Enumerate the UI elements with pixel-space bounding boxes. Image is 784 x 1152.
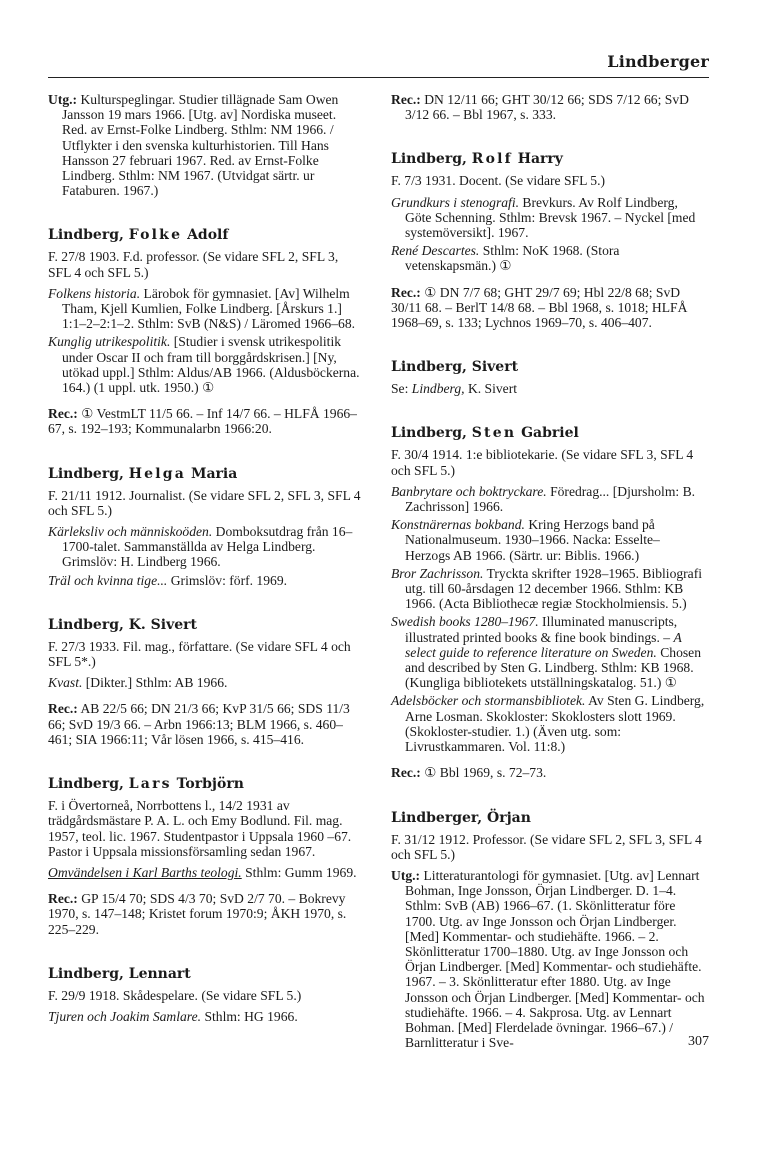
review-line — [48, 701, 362, 747]
heading-surname: Lindberg, — [48, 465, 124, 482]
work-text: Sthlm: Gumm 1969. — [245, 864, 357, 880]
work-text: Föredrag... [Djursholm: B. Zachrisson] 1966. — [405, 483, 696, 515]
heading-surname: Lindberg, — [48, 776, 124, 793]
rec-label: Rec.: — [48, 701, 78, 717]
left-column — [48, 92, 362, 1027]
entry-bio: F. 21/11 1912. Journalist. (Se vidare SFL 2, SFL 3, SFL 4 och SFL 5.) — [48, 487, 361, 518]
heading-rest: Gabriel — [521, 425, 579, 442]
work-text: Kring Herzogs band på Nationalmuseum. 1930–1966. Nacka: Esselte–Herzogs AB 1966. (Särtr. ur: Biblis. 1966.) — [405, 517, 660, 563]
work-text: Sthlm: HG 1966. — [204, 1008, 298, 1024]
rec-text: AB 22/5 66; DN 21/3 66; KvP 31/5 66; SDS 11/3 66; SvD 19/3 66. – Arbn 1966:13; BLM 1966, s. 460–461; SIA 1966:11; Vår lösen 1966, s. 415–416. — [48, 701, 350, 747]
entry-orjan-lindberger — [391, 810, 705, 1051]
entry-bio: F. 27/8 1903. F.d. professor. (Se vidare SFL 2, SFL 3, SFL 4 och SFL 5.) — [48, 249, 339, 280]
utg-label: Utg.: — [48, 92, 78, 107]
work-item — [391, 566, 705, 612]
entry-heading — [48, 776, 362, 793]
rec-label: Rec.: — [391, 92, 421, 107]
entry-lennart-lindberg — [48, 966, 362, 1024]
work-title: René Descartes. — [391, 243, 480, 259]
work-text: Grimslöv: förf. 1969. — [170, 572, 288, 588]
review-line — [391, 765, 705, 780]
work-title: Kvast. — [48, 675, 83, 691]
entry-bio: F. 30/4 1914. 1:e bibliotekarie. (Se vidare SFL 3, SFL 4 och SFL 5.) — [391, 447, 694, 478]
rec-text: ① DN 7/7 68; GHT 29/7 69; Hbl 22/8 68; SvD 30/11 68. – BerlT 14/8 68. – Bbl 1968, s. 1018; HLFÅ 1968–69, s. 133; Lychnos 1969–70, s. 406–407. — [391, 284, 688, 331]
work-text: [Studier i svensk utrikespolitik under Oscar II och fram till borggårdskrisen.] [Ny, utökad uppl.] Sthlm: Aldus/AB 1966. (Aldusböckerna. 164.) (1 uppl. utk. 1950.) ① — [62, 334, 360, 396]
work-title: Swedish books 1280–1967. — [391, 614, 539, 630]
work-item — [48, 286, 362, 332]
rec-text: ① VestmLT 11/5 66. – Inf 14/7 66. – HLFÅ 1966–67, s. 192–193; Kommunalarbn 1966:20. — [48, 406, 357, 437]
work-text: Chosen and described by Sten G. Lindberg. Sthlm: KB 1968. (Kungliga bibliotekets utställningskatalog. 51.) ① — [405, 644, 701, 691]
header-rule — [48, 77, 709, 78]
work-item — [391, 517, 705, 563]
entry-bio: F. i Övertorneå, Norrbottens l., 14/2 1931 av trädgårdsmästare P. A. L. och Emy Bodlund. Fil. mag. 1957, teol. lic. 1967. Studentpastor i Uppsala 1960 –67. Pastor i Uppsala missionsförsamling sedan 1967. — [48, 798, 352, 859]
entry-heading — [48, 227, 362, 244]
entry-bio: F. 27/3 1933. Fil. mag., författare. (Se vidare SFL 4 och SFL 5*.) — [48, 638, 351, 670]
running-head: Lindberger — [607, 52, 709, 71]
entry-lars-lindberg — [48, 776, 362, 937]
entry-sten-lindberg — [391, 425, 705, 780]
utg-text: Kulturspeglingar. Studier tillägnade Sam Owen Jansson 19 mars 1966. [Utg. av] Nordiska museet. Red. av Ernst-Folke Lindberg. Sthlm: NM 1966. / Utflykter i den svenska kulturhistorien. Till Hans Hansson 27 februari 1967. Red. av Ernst-Folke Lindberg. Sthlm: NM 1967. (Utvidgat särtr. ur Fataburen. 1967.) — [62, 92, 339, 199]
heading-given-name: Sten — [471, 425, 517, 442]
review-line — [391, 285, 705, 331]
work-text: Sthlm: NoK 1968. (Stora vetenskapsmän.) ① — [405, 243, 620, 274]
work-text: Av Sten G. Lindberg, Arne Losman. Skokloster: Skoklosters slott 1969. (Skokloster-studier. 1.) (Även utg. som: Livrustkammaren. Vol. 11:8.) — [405, 693, 705, 755]
rec-label: Rec.: — [48, 406, 78, 422]
work-title: Konstnärernas bokband. — [391, 517, 525, 533]
entry-bio: F. 7/3 1931. Docent. (Se vidare SFL 5.) — [391, 173, 605, 189]
work-item — [391, 868, 705, 1050]
work-title: Träl och kvinna tige... — [48, 572, 168, 588]
work-text: Lärobok för gymnasiet. [Av] Wilhelm Tham, Kjell Kumlien, Folke Lindberg. [Årskurs 1.] 1:1–2–2:1–2. Sthlm: SvB (N&S) / Läromed 1966–68. — [62, 285, 356, 332]
heading-surname: Lindberg, — [391, 425, 467, 442]
entry-heading — [391, 151, 705, 168]
rec-label: Rec.: — [391, 765, 421, 781]
entry-heading — [391, 425, 705, 442]
entry-rolf-lindberg — [391, 151, 705, 330]
rec-text: GP 15/4 70; SDS 4/3 70; SvD 2/7 70. – Bokrevy 1970, s. 147–148; Kristet forum 1970:9; ÅKH 1970, s. 225–229. — [48, 891, 347, 937]
heading-rest: Harry — [517, 151, 563, 168]
work-item — [48, 675, 362, 690]
entry-k-sivert-lindberg — [48, 617, 362, 747]
rec-text: ① Bbl 1969, s. 72–73. — [424, 765, 547, 781]
work-title: Banbrytare och boktryckare. — [391, 483, 547, 499]
entry-bio: F. 31/12 1912. Professor. (Se vidare SFL 2, SFL 3, SFL 4 och SFL 5.) — [391, 831, 702, 862]
work-text: [Dikter.] Sthlm: AB 1966. — [85, 675, 228, 691]
work-title: Bror Zachrisson. — [391, 565, 484, 581]
page-number: 307 — [688, 1034, 709, 1049]
work-item — [48, 1009, 362, 1024]
work-item — [391, 614, 705, 690]
heading-given-name: Helga — [128, 465, 187, 482]
rec-label: Rec.: — [48, 891, 78, 907]
work-item — [391, 484, 705, 514]
see-target-rest: K. Sivert — [467, 381, 518, 397]
work-item — [48, 865, 362, 880]
review-line — [48, 406, 362, 436]
entry-bio: F. 29/9 1918. Skådespelare. (Se vidare SFL 5.) — [48, 987, 302, 1003]
heading-surname: Lindberg, — [48, 227, 124, 244]
entry-heading — [48, 466, 362, 483]
work-subtitle: A select guide to reference literature on Sweden. — [405, 629, 682, 660]
entry-heading: Lindberg, Sivert — [391, 359, 519, 376]
see-reference — [391, 381, 705, 396]
work-text: Illuminated manuscripts, illustrated printed books & fine book bindings. – — [405, 614, 678, 645]
heading-rest: Maria — [190, 465, 238, 482]
work-title: Omvändelsen i Karl Barths teologi. — [48, 864, 242, 880]
work-item — [48, 334, 362, 395]
heading-given-name: Rolf — [471, 151, 513, 168]
rec-label: Rec.: — [391, 284, 421, 300]
entry-folke-lindberg — [48, 227, 362, 436]
work-title: Folkens historia. — [48, 285, 141, 301]
work-title: Tjuren och Joakim Samlare. — [48, 1008, 202, 1024]
review-line — [48, 891, 362, 937]
heading-given-name: Lars — [128, 776, 172, 793]
heading-surname: Lindberg, — [391, 151, 467, 168]
entry-continuation — [48, 92, 362, 198]
heading-rest: Torbjörn — [176, 776, 244, 793]
right-column — [391, 92, 705, 1053]
heading-given-name: Folke — [128, 227, 183, 244]
entry-heading: Lindberger, Örjan — [391, 809, 531, 826]
work-title: Kärleksliv och människoöden. — [48, 524, 213, 540]
entry-sivert-lindberg — [391, 359, 705, 396]
work-item — [391, 195, 705, 241]
work-text: Domboksutdrag från 16–1700-talet. Sammanställda av Helga Lindberg. Grimslöv: H. Lindberg 1966. — [62, 524, 353, 570]
work-item — [391, 693, 705, 754]
entry-heading: Lindberg, Lennart — [48, 965, 191, 982]
see-target: Lindberg, — [411, 381, 465, 397]
work-title: Adelsböcker och stormansbibliotek. — [391, 693, 586, 709]
heading-rest: Adolf — [187, 227, 229, 244]
see-label: Se: — [391, 381, 409, 397]
utg-label: Utg.: — [391, 867, 421, 883]
work-text: Tryckta skrifter 1928–1965. Bibliografi utg. till 60-årsdagen 12 december 1966. Sthlm: KB 1966. (Acta Bibliothecæ regiæ Stockholmiensis. 5.) — [405, 565, 703, 612]
rec-text: DN 12/11 66; GHT 30/12 66; SDS 7/12 66; SvD 3/12 66. – Bbl 1967, s. 333. — [405, 92, 689, 123]
review-continuation — [391, 92, 705, 122]
utg-text: Litteraturantologi för gymnasiet. [Utg. av] Lennart Bohman, Inge Jonsson, Örjan Lindberger. D. 1–4. Sthlm: SvB (AB) 1966–67. (1. Skönlitteratur före 1700. Utg. av Inge Jonsson och Örjan Lindberger. [Med] Kommentar- och studiehäfte. 1966. – 2. Skönlitteratur 1700–1880. Utg. av Inge Jonsson och Örjan Lindberger. [Med] Kommentar- och studiehäfte. 1967. – 3. Skönlitteratur efter 1880. Utg. av Inge Jonsson och Örjan Lindberger. [Med] Kommentar- och studiehäfte. 1966. – 4. Sakprosa. Utg. av Lennart Bohman. [Med] Flerdelade övningar. 1966–67.) / Barnlitteratur i Sve- — [405, 867, 705, 1051]
work-item — [48, 573, 362, 588]
work-text: Brevkurs. Av Rolf Lindberg, Göte Schenning. Sthlm: Brevsk 1967. – Nyckel [med systemöversikt]. 1967. — [405, 194, 696, 241]
entry-heading: Lindberg, K. Sivert — [48, 616, 197, 633]
work-item — [391, 243, 705, 273]
entry-helga-lindberg — [48, 466, 362, 588]
work-title: Kunglig utrikespolitik. — [48, 334, 171, 350]
work-title: Grundkurs i stenografi. — [391, 194, 520, 210]
work-item — [48, 524, 362, 570]
